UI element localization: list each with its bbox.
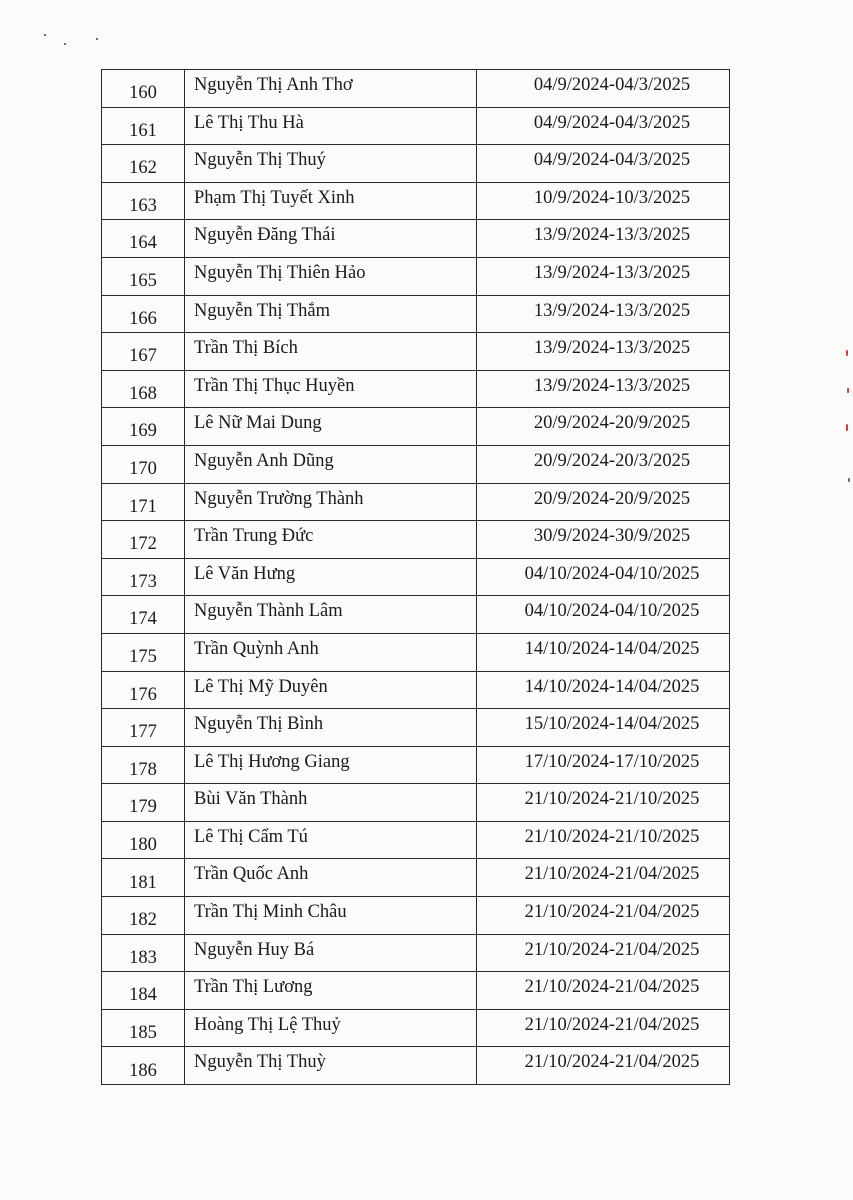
- person-name: Nguyễn Thị Thắm: [185, 295, 477, 333]
- row-number: 172: [102, 521, 185, 559]
- roster-table-body: [102, 70, 730, 1085]
- row-number: 169: [102, 408, 185, 446]
- date-range: 21/10/2024-21/04/2025: [477, 934, 730, 972]
- date-range: 20/9/2024-20/9/2025: [477, 483, 730, 521]
- date-range: 14/10/2024-14/04/2025: [477, 633, 730, 671]
- person-name: Trần Thị Lương: [185, 972, 477, 1010]
- date-range: 21/10/2024-21/04/2025: [477, 1009, 730, 1047]
- person-name: Nguyễn Trường Thành: [185, 483, 477, 521]
- person-name: Lê Thị Hương Giang: [185, 746, 477, 784]
- date-range: 21/10/2024-21/04/2025: [477, 1047, 730, 1085]
- table-row: [102, 709, 730, 747]
- margin-mark: [848, 478, 850, 482]
- table-row: [102, 295, 730, 333]
- row-number: 166: [102, 295, 185, 333]
- table-row: [102, 333, 730, 371]
- table-row: [102, 972, 730, 1010]
- person-name: Lê Thị Cẩm Tú: [185, 821, 477, 859]
- person-name: Nguyễn Thị Thuỳ: [185, 1047, 477, 1085]
- table-row: [102, 145, 730, 183]
- date-range: 04/9/2024-04/3/2025: [477, 145, 730, 183]
- scan-speck: [44, 34, 46, 36]
- person-name: Nguyễn Thị Anh Thơ: [185, 70, 477, 108]
- table-row: [102, 934, 730, 972]
- table-row: [102, 521, 730, 559]
- row-number: 173: [102, 558, 185, 596]
- row-number: 175: [102, 633, 185, 671]
- row-number: 182: [102, 897, 185, 935]
- row-number: 164: [102, 220, 185, 258]
- table-row: [102, 897, 730, 935]
- row-number: 162: [102, 145, 185, 183]
- row-number: 174: [102, 596, 185, 634]
- table-row: [102, 70, 730, 108]
- person-name: Nguyễn Thị Thiên Hảo: [185, 257, 477, 295]
- table-row: [102, 445, 730, 483]
- person-name: Trần Thị Minh Châu: [185, 897, 477, 935]
- table-row: [102, 408, 730, 446]
- person-name: Trần Thị Bích: [185, 333, 477, 371]
- table-row: [102, 1009, 730, 1047]
- row-number: 165: [102, 257, 185, 295]
- date-range: 04/9/2024-04/3/2025: [477, 107, 730, 145]
- row-number: 167: [102, 333, 185, 371]
- row-number: 170: [102, 445, 185, 483]
- table-row: [102, 633, 730, 671]
- person-name: Bùi Văn Thành: [185, 784, 477, 822]
- roster-table: [101, 69, 730, 1085]
- row-number: 163: [102, 182, 185, 220]
- date-range: 15/10/2024-14/04/2025: [477, 709, 730, 747]
- person-name: Trần Thị Thục Huyền: [185, 370, 477, 408]
- row-number: 185: [102, 1009, 185, 1047]
- person-name: Lê Thị Mỹ Duyên: [185, 671, 477, 709]
- row-number: 177: [102, 709, 185, 747]
- person-name: Lê Thị Thu Hà: [185, 107, 477, 145]
- row-number: 176: [102, 671, 185, 709]
- row-number: 181: [102, 859, 185, 897]
- date-range: 21/10/2024-21/10/2025: [477, 821, 730, 859]
- table-row: [102, 821, 730, 859]
- person-name: Trần Quốc Anh: [185, 859, 477, 897]
- scan-speck: [64, 43, 66, 45]
- date-range: 20/9/2024-20/3/2025: [477, 445, 730, 483]
- row-number: 160: [102, 70, 185, 108]
- table-row: [102, 784, 730, 822]
- table-row: [102, 671, 730, 709]
- date-range: 04/10/2024-04/10/2025: [477, 596, 730, 634]
- date-range: 13/9/2024-13/3/2025: [477, 370, 730, 408]
- margin-mark: [846, 350, 848, 356]
- table-row: [102, 746, 730, 784]
- person-name: Lê Văn Hưng: [185, 558, 477, 596]
- table-row: [102, 107, 730, 145]
- table-row: [102, 558, 730, 596]
- date-range: 21/10/2024-21/04/2025: [477, 972, 730, 1010]
- person-name: Nguyễn Huy Bá: [185, 934, 477, 972]
- date-range: 30/9/2024-30/9/2025: [477, 521, 730, 559]
- date-range: 14/10/2024-14/04/2025: [477, 671, 730, 709]
- person-name: Trần Trung Đức: [185, 521, 477, 559]
- row-number: 184: [102, 972, 185, 1010]
- table-row: [102, 182, 730, 220]
- row-number: 171: [102, 483, 185, 521]
- row-number: 180: [102, 821, 185, 859]
- row-number: 161: [102, 107, 185, 145]
- person-name: Nguyễn Thị Thuý: [185, 145, 477, 183]
- row-number: 186: [102, 1047, 185, 1085]
- date-range: 04/10/2024-04/10/2025: [477, 558, 730, 596]
- table-row: [102, 257, 730, 295]
- table-row: [102, 370, 730, 408]
- date-range: 13/9/2024-13/3/2025: [477, 220, 730, 258]
- person-name: Nguyễn Đăng Thái: [185, 220, 477, 258]
- table-row: [102, 596, 730, 634]
- person-name: Lê Nữ Mai Dung: [185, 408, 477, 446]
- date-range: 21/10/2024-21/04/2025: [477, 897, 730, 935]
- date-range: 10/9/2024-10/3/2025: [477, 182, 730, 220]
- person-name: Hoàng Thị Lệ Thuỷ: [185, 1009, 477, 1047]
- person-name: Trần Quỳnh Anh: [185, 633, 477, 671]
- row-number: 178: [102, 746, 185, 784]
- date-range: 13/9/2024-13/3/2025: [477, 257, 730, 295]
- table-row: [102, 1047, 730, 1085]
- row-number: 179: [102, 784, 185, 822]
- margin-mark: [847, 388, 849, 393]
- date-range: 17/10/2024-17/10/2025: [477, 746, 730, 784]
- table-row: [102, 220, 730, 258]
- person-name: Phạm Thị Tuyết Xinh: [185, 182, 477, 220]
- date-range: 13/9/2024-13/3/2025: [477, 333, 730, 371]
- margin-mark: [846, 424, 848, 431]
- row-number: 168: [102, 370, 185, 408]
- table-row: [102, 483, 730, 521]
- person-name: Nguyễn Anh Dũng: [185, 445, 477, 483]
- date-range: 20/9/2024-20/9/2025: [477, 408, 730, 446]
- table-row: [102, 859, 730, 897]
- date-range: 13/9/2024-13/3/2025: [477, 295, 730, 333]
- date-range: 21/10/2024-21/10/2025: [477, 784, 730, 822]
- row-number: 183: [102, 934, 185, 972]
- person-name: Nguyễn Thành Lâm: [185, 596, 477, 634]
- date-range: 04/9/2024-04/3/2025: [477, 70, 730, 108]
- date-range: 21/10/2024-21/04/2025: [477, 859, 730, 897]
- scan-speck: [96, 38, 98, 40]
- person-name: Nguyễn Thị Bình: [185, 709, 477, 747]
